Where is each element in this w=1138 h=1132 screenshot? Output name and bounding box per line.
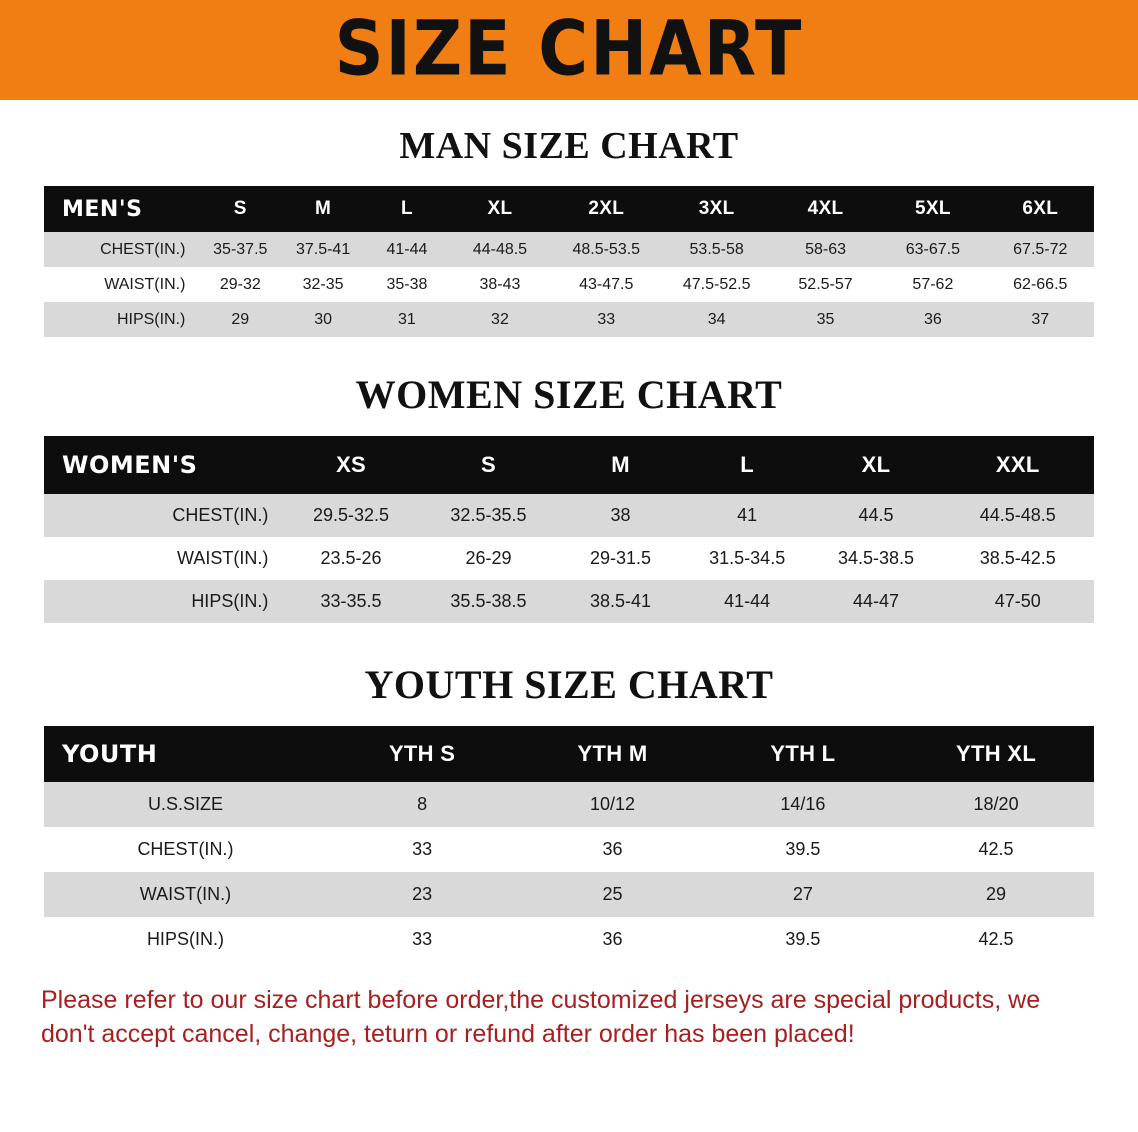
table-cell: 36 <box>517 917 707 962</box>
table-cell: 63-67.5 <box>879 232 986 267</box>
man-section-title: MAN SIZE CHART <box>399 125 739 167</box>
youth-header-row <box>44 726 1094 782</box>
man-header-row <box>44 186 1094 232</box>
table-row <box>44 494 1094 537</box>
table-cell: 35-38 <box>365 267 449 302</box>
youth-table-wrap <box>44 726 1094 962</box>
table-cell: 38 <box>557 494 684 537</box>
table-cell: 36 <box>879 302 986 337</box>
table-cell: 41-44 <box>365 232 449 267</box>
table-row <box>44 917 1094 962</box>
row-label: HIPS(IN.) <box>44 302 199 337</box>
man-header-cell: 3XL <box>698 198 735 219</box>
table-cell: 26-29 <box>420 537 557 580</box>
row-label: WAIST(IN.) <box>44 872 327 917</box>
women-header-cell: XXL <box>995 452 1040 477</box>
table-cell: 38.5-41 <box>557 580 684 623</box>
table-cell: 34 <box>661 302 771 337</box>
table-cell: 25 <box>517 872 707 917</box>
table-cell: 29 <box>898 872 1094 917</box>
table-cell: 29-31.5 <box>557 537 684 580</box>
table-cell: 33 <box>551 302 661 337</box>
man-size-table <box>44 186 1094 337</box>
table-row <box>44 302 1094 337</box>
table-cell: 44-48.5 <box>449 232 551 267</box>
table-row <box>44 872 1094 917</box>
table-cell: 41-44 <box>684 580 811 623</box>
youth-header-cell: YTH M <box>577 741 648 766</box>
table-cell: 32.5-35.5 <box>420 494 557 537</box>
women-header-cell: M <box>611 452 630 477</box>
row-label: CHEST(IN.) <box>44 494 282 537</box>
row-label: CHEST(IN.) <box>44 232 199 267</box>
youth-header-cell: YOUTH <box>62 740 158 768</box>
table-cell: 34.5-38.5 <box>811 537 942 580</box>
man-header-cell: 4XL <box>807 198 844 219</box>
table-cell: 67.5-72 <box>987 232 1094 267</box>
table-cell: 44-47 <box>811 580 942 623</box>
table-cell: 33-35.5 <box>282 580 419 623</box>
table-cell: 35.5-38.5 <box>420 580 557 623</box>
table-row <box>44 580 1094 623</box>
women-header-cell: XS <box>336 452 367 477</box>
table-cell: 44.5 <box>811 494 942 537</box>
table-cell: 43-47.5 <box>551 267 661 302</box>
row-label: WAIST(IN.) <box>44 267 199 302</box>
man-header-cell: MEN'S <box>62 196 143 222</box>
table-cell: 36 <box>517 827 707 872</box>
women-header-cell: XL <box>861 452 891 477</box>
row-label: CHEST(IN.) <box>44 827 327 872</box>
table-cell: 23.5-26 <box>282 537 419 580</box>
man-header-cell: XL <box>487 198 513 219</box>
table-cell: 52.5-57 <box>772 267 879 302</box>
table-cell: 29-32 <box>199 267 281 302</box>
table-cell: 23 <box>327 872 517 917</box>
table-cell: 39.5 <box>708 917 898 962</box>
table-cell: 29 <box>199 302 281 337</box>
youth-section-title: YOUTH SIZE CHART <box>364 662 774 707</box>
table-cell: 44.5-48.5 <box>941 494 1094 537</box>
women-section-title: WOMEN SIZE CHART <box>355 372 783 417</box>
table-cell: 57-62 <box>879 267 986 302</box>
table-cell: 41 <box>684 494 811 537</box>
table-cell: 27 <box>708 872 898 917</box>
table-row <box>44 827 1094 872</box>
table-cell: 38.5-42.5 <box>941 537 1094 580</box>
table-cell: 42.5 <box>898 917 1094 962</box>
row-label: U.S.SIZE <box>44 782 327 827</box>
table-cell: 10/12 <box>517 782 707 827</box>
table-cell: 62-66.5 <box>987 267 1094 302</box>
women-header-cell: L <box>740 452 755 477</box>
return-policy-notice: Please refer to our size chart before order,the customized jerseys are special products, we don't accept cancel, change, teturn or refund after order has been placed! <box>41 986 1041 1048</box>
table-cell: 18/20 <box>898 782 1094 827</box>
page-title: SIZE CHART <box>334 5 804 94</box>
table-cell: 48.5-53.5 <box>551 232 661 267</box>
table-cell: 32 <box>449 302 551 337</box>
youth-header-cell: YTH XL <box>956 741 1037 766</box>
women-header-cell: S <box>480 452 496 477</box>
table-cell: 47.5-52.5 <box>661 267 771 302</box>
table-cell: 37.5-41 <box>281 232 365 267</box>
table-cell: 8 <box>327 782 517 827</box>
table-cell: 30 <box>281 302 365 337</box>
table-row <box>44 537 1094 580</box>
table-row <box>44 232 1094 267</box>
man-header-cell: L <box>400 198 413 219</box>
table-cell: 31.5-34.5 <box>684 537 811 580</box>
man-table-wrap <box>44 186 1094 337</box>
table-row <box>44 782 1094 827</box>
youth-header-cell: YTH S <box>388 741 456 766</box>
youth-size-table <box>44 726 1094 962</box>
women-size-table <box>44 436 1094 623</box>
man-header-cell: S <box>233 198 247 219</box>
row-label: HIPS(IN.) <box>44 580 282 623</box>
women-header-row <box>44 436 1094 494</box>
table-cell: 58-63 <box>772 232 879 267</box>
youth-header-cell: YTH L <box>770 741 836 766</box>
man-header-cell: M <box>315 198 332 219</box>
table-cell: 35 <box>772 302 879 337</box>
table-cell: 53.5-58 <box>661 232 771 267</box>
row-label: HIPS(IN.) <box>44 917 327 962</box>
man-header-cell: 6XL <box>1022 198 1059 219</box>
women-table-wrap <box>44 436 1094 623</box>
table-cell: 37 <box>987 302 1094 337</box>
man-header-cell: 2XL <box>588 198 625 219</box>
row-label: WAIST(IN.) <box>44 537 282 580</box>
man-header-cell: 5XL <box>915 198 951 219</box>
table-cell: 33 <box>327 917 517 962</box>
table-cell: 31 <box>365 302 449 337</box>
table-cell: 35-37.5 <box>199 232 281 267</box>
table-cell: 32-35 <box>281 267 365 302</box>
table-cell: 29.5-32.5 <box>282 494 419 537</box>
table-cell: 42.5 <box>898 827 1094 872</box>
banner <box>0 0 1138 100</box>
table-row <box>44 267 1094 302</box>
table-cell: 39.5 <box>708 827 898 872</box>
women-header-cell: WOMEN'S <box>62 451 198 479</box>
table-cell: 47-50 <box>941 580 1094 623</box>
table-cell: 14/16 <box>708 782 898 827</box>
table-cell: 33 <box>327 827 517 872</box>
table-cell: 38-43 <box>449 267 551 302</box>
